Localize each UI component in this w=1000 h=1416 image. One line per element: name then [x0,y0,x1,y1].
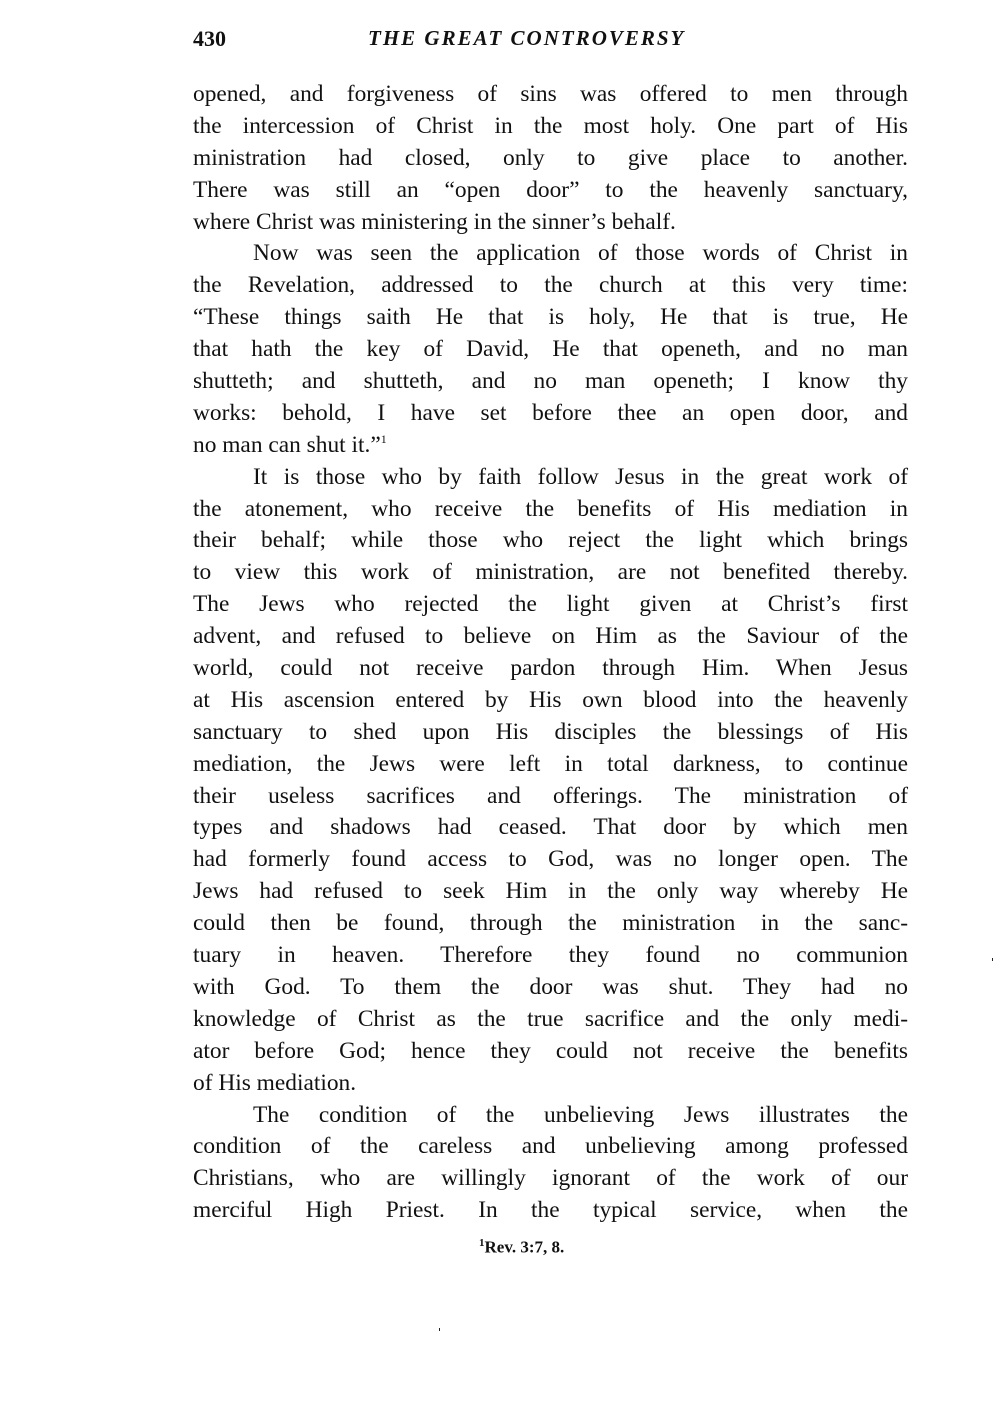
text-line: shutteth; and shutteth, and no man openeth; I know thy [193,368,908,395]
text-line: that hath the key of David, He that openeth, and no man [193,336,908,363]
text-line: merciful High Priest. In the typical service, when the [193,1197,908,1224]
text-line: condition of the careless and unbelieving among professed [193,1133,908,1160]
text-line: the atonement, who receive the benefits of His mediation in [193,495,908,522]
paragraph [193,462,908,1100]
text-line: tuary in heaven. Therefore they found no communion [193,942,908,969]
text-line: world, could not receive pardon through Him. When Jesus [193,655,908,682]
text-line: had formerly found access to God, was no longer open. The [193,846,908,873]
text-line: Christians, who are willingly ignorant of the work of our [193,1165,908,1192]
text-line: knowledge of Christ as the true sacrifice and the only medi- [193,1005,908,1032]
body-text [193,79,908,1227]
text-line: The Jews who rejected the light given at Christ’s first [193,591,908,618]
text-line: Now was seen the application of those words of Christ in [253,240,908,267]
text-line: types and shadows had ceased. That door by which men [193,814,908,841]
text-line: at His ascension entered by His own blood into the heavenly [193,686,908,713]
footnote-marker: 1 [479,1237,485,1249]
text-line: Jews had refused to seek Him in the only way whereby He [193,878,908,905]
text-line: advent, and refused to believe on Him as the Saviour of the [193,623,908,650]
text-line: ator before God; hence they could not receive the benefits [193,1037,908,1064]
footnote [479,1237,564,1258]
scan-speck [439,1328,440,1331]
text-line: There was still an “open door” to the heavenly sanctuary, [193,176,908,203]
text-line: The condition of the unbelieving Jews illustrates the [253,1101,908,1128]
text-line: where Christ was ministering in the sinner’s behalf. [193,208,676,235]
text-line: sanctuary to shed upon His disciples the blessings of His [193,718,908,745]
text-line: ministration had closed, only to give place to another. [193,144,908,171]
paragraph [193,1100,908,1228]
page-header [193,26,913,56]
text-line: works: behold, I have set before thee an open door, and [193,399,908,426]
scan-speck [992,958,993,961]
text-line: mediation, the Jews were left in total darkness, to continue [193,750,908,777]
text-line: It is those who by faith follow Jesus in the great work of [253,463,908,490]
footnote-reference[interactable]: 1 [380,432,387,446]
paragraph [193,238,908,461]
running-title: THE GREAT CONTROVERSY [368,26,686,50]
text-line: their behalf; while those who reject the light which brings [193,527,908,554]
text-line: their useless sacrifices and offerings. The ministration of [193,782,908,809]
text-line: could then be found, through the ministration in the sanc- [193,910,908,937]
text-line: the intercession of Christ in the most holy. One part of His [193,112,908,139]
paragraph [193,79,908,238]
text-line: to view this work of ministration, are not benefited thereby. [193,559,908,586]
text-line: of His mediation. [193,1069,357,1096]
page-number: 430 [193,26,226,51]
text-line: with God. To them the door was shut. They had no [193,973,908,1000]
footnote-text: Rev. 3:7, 8. [484,1237,565,1257]
text-line: opened, and forgiveness of sins was offered to men through [193,81,908,107]
text-line: “These things saith He that is holy, He that is true, He [193,304,908,331]
text-line: the Revelation, addressed to the church at this very time: [193,272,908,299]
text-line: no man can shut it.”$^1$ [193,431,387,458]
